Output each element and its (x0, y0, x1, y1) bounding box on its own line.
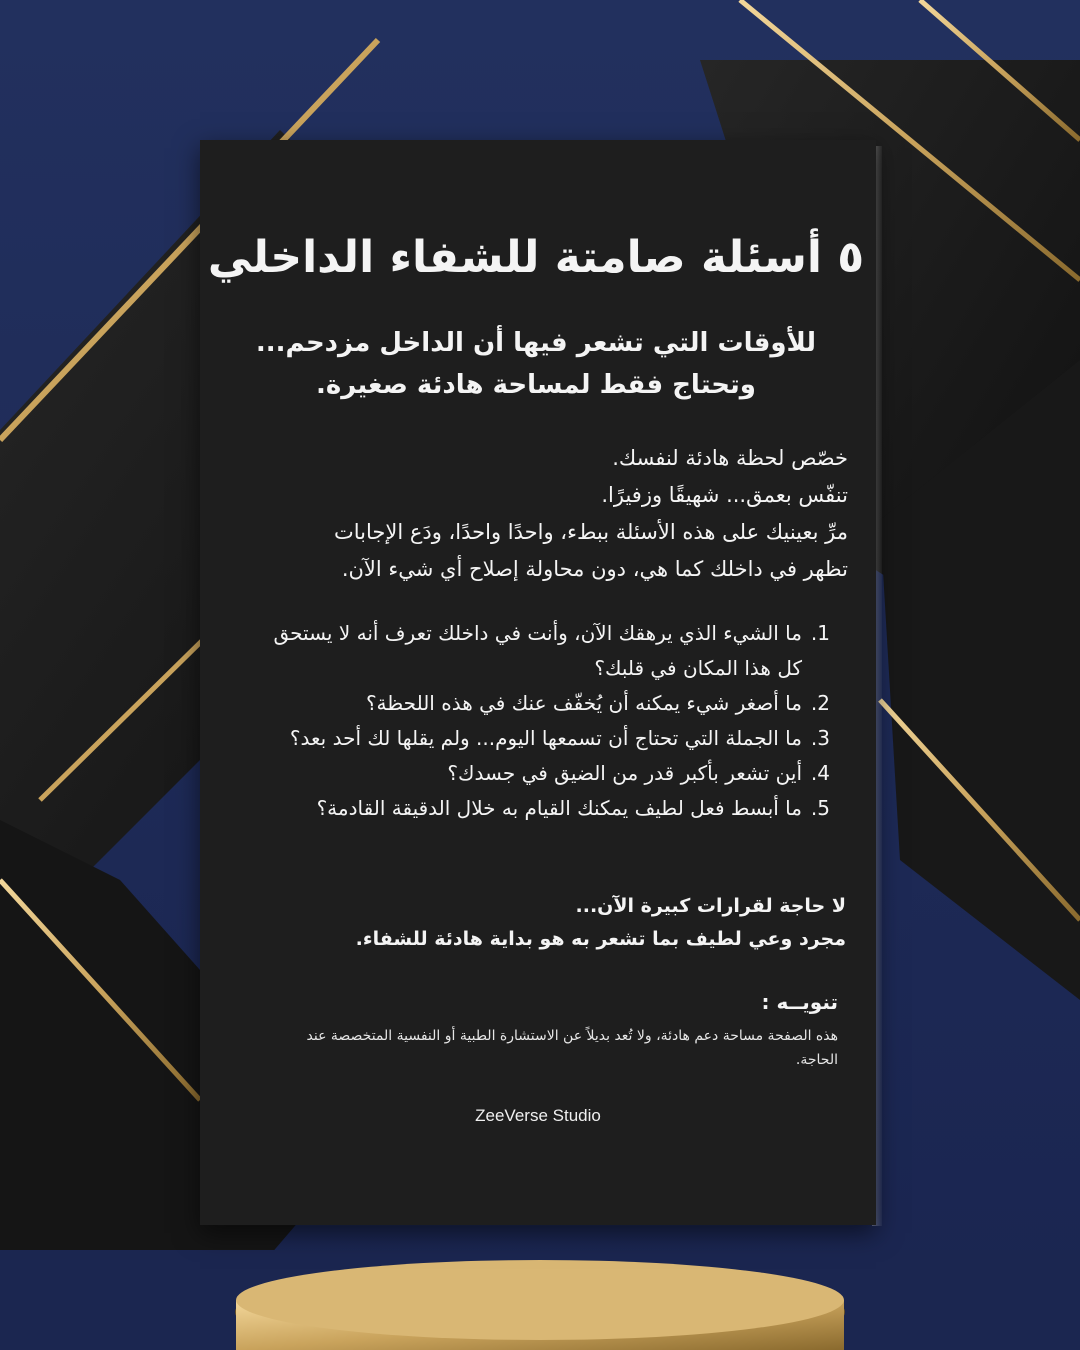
intro-line-3: مرِّ بعينيك على هذه الأسئلة ببطء، واحدًا واحدًا، ودَع الإجابات (333, 520, 848, 544)
question-item (250, 686, 830, 721)
question-item (250, 791, 830, 826)
question-number: 4. (810, 761, 830, 785)
question-number: 5. (810, 796, 830, 820)
question-number: 3. (810, 726, 830, 750)
studio-credit: ZeeVerse Studio (475, 1106, 601, 1125)
question-number: 2. (810, 691, 830, 715)
question-text: ما أصغر شيء يمكنه أن يُخفّف عنك في هذه اللحظة؟ (365, 691, 802, 715)
disclaimer-title: تنويــه : (761, 990, 838, 1014)
closing-line-2: مجرد وعي لطيف بما تشعر به هو بداية هادئة للشفاء. (355, 928, 846, 950)
content-card (200, 140, 876, 1225)
question-item (250, 616, 830, 686)
question-text: أين تشعر بأكبر قدر من الضيق في جسدك؟ (447, 761, 802, 785)
subtitle-line-1: للأوقات التي تشعر فيها أن الداخل مزدحم... (255, 328, 817, 358)
intro-line-2: تنفّس بعمق... شهيقًا وزفيرًا. (601, 483, 848, 507)
question-list (250, 616, 830, 826)
disclaimer-text: هذه الصفحة مساحة دعم هادئة، ولا تُعد بديلاً عن الاستشارة الطبية أو النفسية المتخصصة عند الحاجة. (306, 1028, 838, 1068)
question-number: 1. (810, 621, 830, 645)
intro-line-1: خصّص لحظة هادئة لنفسك. (612, 446, 848, 470)
closing-message (246, 890, 846, 956)
closing-line-1: لا حاجة لقرارات كبيرة الآن... (575, 895, 846, 917)
page-title: ٥ أسئلة صامتة للشفاء الداخلي (207, 232, 865, 283)
question-text: ما الجملة التي تحتاج أن تسمعها اليوم... ولم يقلها لك أحد بعد؟ (289, 726, 802, 750)
intro-paragraph (228, 440, 848, 588)
intro-line-4: تظهر في داخلك كما هي، دون محاولة إصلاح أي شيء الآن. (341, 557, 848, 581)
subtitle-line-2: وتحتاج فقط لمساحة هادئة صغيرة. (316, 370, 756, 400)
question-text: ما أبسط فعل لطيف يمكنك القيام به خلال الدقيقة القادمة؟ (316, 796, 802, 820)
question-item (250, 756, 830, 791)
question-item (250, 721, 830, 756)
subtitle (236, 322, 836, 406)
question-text: ما الشيء الذي يرهقك الآن، وأنت في داخلك تعرف أنه لا يستحق كل هذا المكان في قلبك؟ (273, 621, 802, 680)
